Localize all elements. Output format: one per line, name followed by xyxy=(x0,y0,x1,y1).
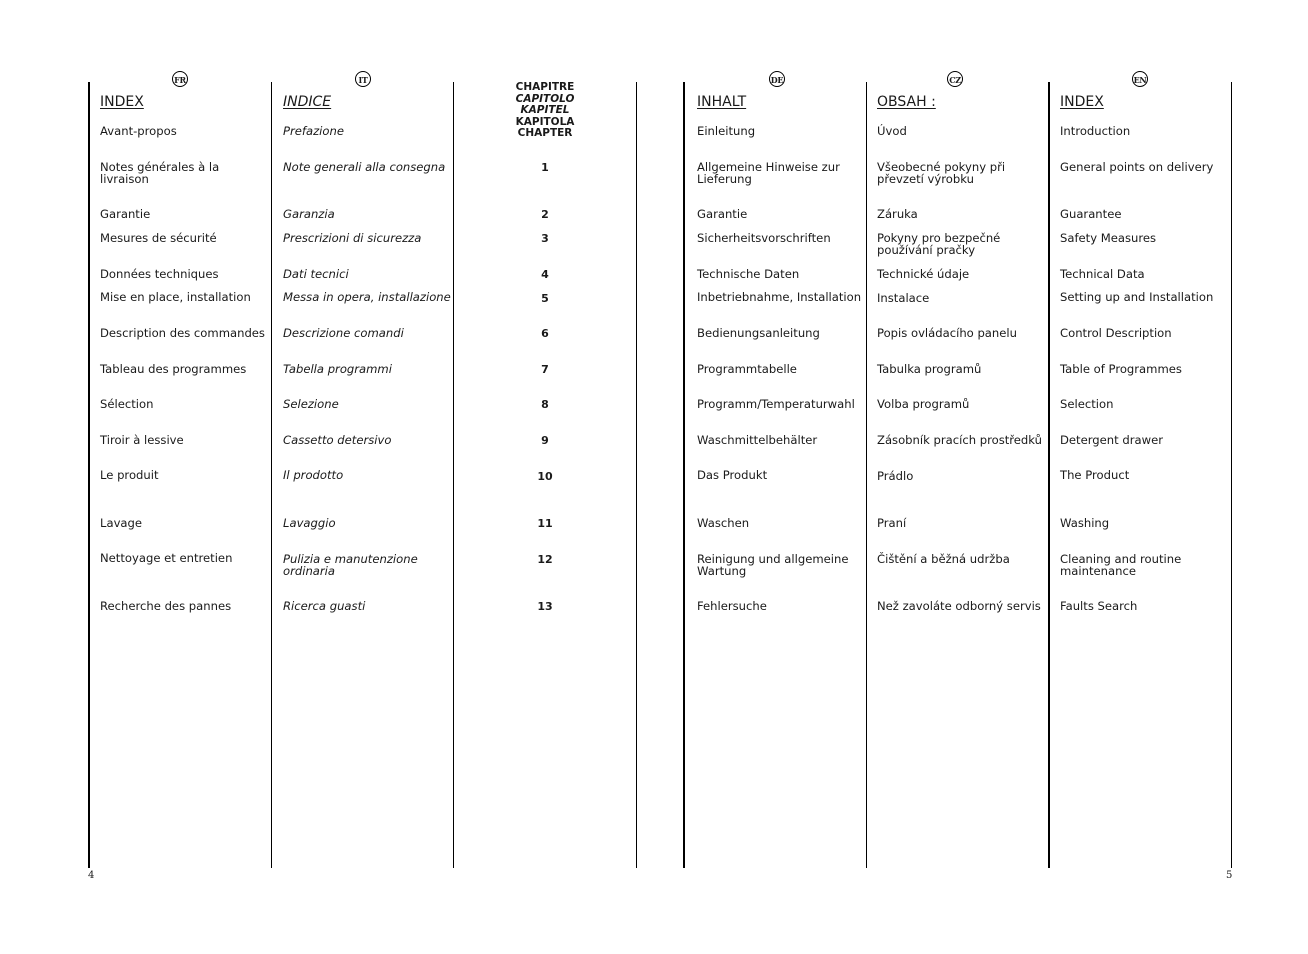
index-item: Mise en place, installation xyxy=(100,290,251,304)
index-item: Tiroir à lessive xyxy=(100,433,184,447)
index-item: Tableau des programmes xyxy=(100,362,247,376)
chapter-number: 1 xyxy=(541,161,549,174)
index-item: Washing xyxy=(1060,516,1110,530)
index-item xyxy=(100,161,219,185)
column-divider xyxy=(453,82,454,868)
index-heading-cz: OBSAH : xyxy=(877,94,936,110)
index-item: Avant-propos xyxy=(100,124,177,138)
index-item: Programm/Temperaturwahl xyxy=(697,397,855,411)
chapter-number: 9 xyxy=(541,434,549,447)
index-item: Reinigung und allgemeine Wartung xyxy=(697,552,849,578)
index-item: Lavaggio xyxy=(283,516,336,530)
index-item: Guarantee xyxy=(1060,207,1122,221)
column-divider xyxy=(1048,82,1050,868)
index-item: Volba programů xyxy=(877,397,970,411)
chapter-header-fr: CHAPITRE xyxy=(515,81,575,93)
index-item: Control Description xyxy=(1060,326,1172,340)
chapter-number: 8 xyxy=(541,398,549,411)
index-item: Note generali alla consegna xyxy=(283,160,446,174)
index-item: Zásobník pracích prostředků xyxy=(877,433,1043,447)
chapter-number: 4 xyxy=(541,268,549,281)
index-heading-fr: INDEX xyxy=(100,94,144,110)
index-item: Nettoyage et entretien xyxy=(100,551,233,565)
left-page-border xyxy=(88,82,90,868)
index-item: Tabulka programů xyxy=(877,362,982,376)
index-item: Tabella programmi xyxy=(283,362,392,376)
index-item: Všeobecné pokyny při převzetí výrobku xyxy=(877,160,1006,186)
chapter-number: 13 xyxy=(537,600,553,613)
language-badge-fr: FR xyxy=(172,71,188,87)
chapter-header-en: CHAPTER xyxy=(517,127,573,139)
index-item: Allgemeine Hinweise zur Lieferung xyxy=(697,160,840,186)
index-item: Záruka xyxy=(877,207,918,221)
chapter-number: 6 xyxy=(541,327,549,340)
index-item: Garantie xyxy=(100,207,151,221)
index-heading-en: INDEX xyxy=(1060,94,1104,110)
chapter-number: 10 xyxy=(537,470,553,483)
column-divider xyxy=(1231,82,1232,868)
index-item: Messa in opera, installazione xyxy=(283,290,451,304)
index-item: Ricerca guasti xyxy=(283,599,366,613)
chapter-header-it: CAPITOLO xyxy=(515,92,575,105)
index-item: Einleitung xyxy=(697,124,756,138)
index-item: Selezione xyxy=(283,397,339,411)
index-item: Garanzia xyxy=(283,207,335,221)
chapter-header-cz: KAPITOLA xyxy=(515,115,575,128)
index-item: Úvod xyxy=(877,124,907,138)
chapter-number: 11 xyxy=(537,517,553,530)
index-item: Popis ovládacího panelu xyxy=(877,326,1017,340)
chapter-number: 2 xyxy=(541,208,549,221)
index-item: Technické údaje xyxy=(877,267,970,281)
index-item: Než zavoláte odborný servis xyxy=(877,599,1041,613)
index-item: Garantie xyxy=(697,207,748,221)
index-item: Selection xyxy=(1060,397,1114,411)
index-heading-de: INHALT xyxy=(697,94,747,110)
index-item: Cleaning and routine maintenance xyxy=(1060,552,1182,578)
index-item: Descrizione comandi xyxy=(283,326,404,340)
index-item: Recherche des pannes xyxy=(100,599,232,613)
index-item: Programmtabelle xyxy=(697,362,797,376)
index-item: Description des commandes xyxy=(100,326,265,340)
index-item: Prádlo xyxy=(877,469,914,483)
index-item: Praní xyxy=(877,516,907,530)
index-item: Bedienungsanleitung xyxy=(697,326,820,340)
index-item: Il prodotto xyxy=(283,468,344,482)
index-item: Fehlersuche xyxy=(697,599,767,613)
index-item: Das Produkt xyxy=(697,468,768,482)
right-page-border xyxy=(683,82,685,868)
index-heading-it: INDICE xyxy=(283,94,332,110)
index-item: Sicherheitsvorschriften xyxy=(697,231,831,245)
chapter-number: 7 xyxy=(541,363,549,376)
index-item: Prefazione xyxy=(283,124,344,138)
column-divider xyxy=(866,82,867,868)
index-item: Technische Daten xyxy=(697,267,800,281)
index-item: Setting up and Installation xyxy=(1060,290,1214,304)
column-divider xyxy=(271,82,272,868)
index-item: Čištění a běžná udržba xyxy=(877,552,1010,566)
index-item: Safety Measures xyxy=(1060,231,1157,245)
index-item: Mesures de sécurité xyxy=(100,231,217,245)
language-badge-it: IT xyxy=(355,71,371,87)
index-item: Detergent drawer xyxy=(1060,433,1163,447)
index-item: Dati tecnici xyxy=(283,267,349,281)
index-item: Pulizia e manutenzione ordinaria xyxy=(283,552,418,578)
index-item-line: Notes générales à la livraison xyxy=(100,160,220,186)
index-item: Données techniques xyxy=(100,267,219,281)
index-item: Technical Data xyxy=(1060,267,1145,281)
index-item: Waschmittelbehälter xyxy=(697,433,818,447)
index-item: Introduction xyxy=(1060,124,1131,138)
chapter-header xyxy=(500,82,590,140)
index-item: Inbetriebnahme, Installation xyxy=(697,290,862,304)
index-item: Le produit xyxy=(100,468,159,482)
index-item: Lavage xyxy=(100,516,143,530)
language-badge-en: EN xyxy=(1132,71,1148,87)
chapter-number: 3 xyxy=(541,232,549,245)
index-item: Table of Programmes xyxy=(1060,362,1182,376)
chapter-number: 12 xyxy=(537,553,553,566)
index-item: Faults Search xyxy=(1060,599,1138,613)
column-divider xyxy=(636,82,637,868)
page-number-left: 4 xyxy=(88,870,95,881)
index-item: Sélection xyxy=(100,397,154,411)
chapter-header-de: KAPITEL xyxy=(520,104,570,116)
index-item: Prescrizioni di sicurezza xyxy=(283,231,422,245)
page-number-right: 5 xyxy=(1226,870,1233,881)
index-item: Instalace xyxy=(877,291,930,305)
language-badge-cz: CZ xyxy=(947,71,963,87)
index-item: Cassetto detersivo xyxy=(283,433,392,447)
index-item: The Product xyxy=(1060,468,1130,482)
index-item: Pokyny pro bezpečné používání pračky xyxy=(877,231,1001,257)
chapter-number: 5 xyxy=(541,292,549,305)
index-item: General points on delivery xyxy=(1060,160,1214,174)
language-badge-de: DE xyxy=(769,71,785,87)
index-item: Waschen xyxy=(697,516,750,530)
